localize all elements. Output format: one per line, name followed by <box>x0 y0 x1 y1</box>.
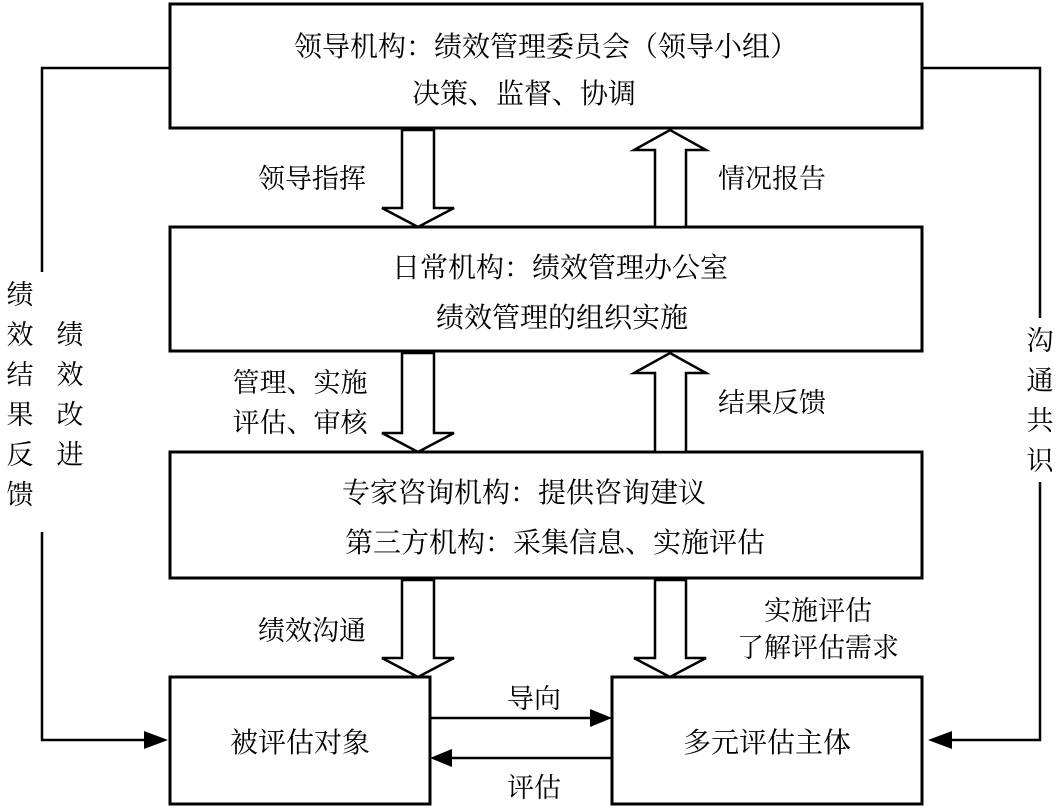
daily-office-box <box>170 227 922 351</box>
left-outer-char: 绩 <box>6 280 34 311</box>
evaluators-label: 多元评估主体 <box>682 726 852 759</box>
manage-implement-label-line1: 管理、实施 <box>232 368 368 399</box>
guide-label: 导向 <box>507 684 561 715</box>
left-outer-char: 结 <box>6 360 34 391</box>
result-feedback-arrow <box>634 353 706 452</box>
right-char: 沟 <box>1026 326 1054 357</box>
evaluate-arrowhead <box>430 749 452 767</box>
leadership-box <box>170 4 922 128</box>
expert-box-line1: 专家咨询机构：提供咨询建议 <box>341 476 707 509</box>
implement-eval-arrow <box>634 580 706 677</box>
left-inner-vertical-label <box>57 320 84 471</box>
left-outer-char: 馈 <box>6 480 34 511</box>
left-outer-char: 反 <box>6 440 34 471</box>
right-consensus-line-top <box>922 68 1040 318</box>
guide-arrowhead <box>590 709 612 727</box>
leadership-box-line2: 决策、监督、协调 <box>411 77 637 110</box>
lead-command-label: 领导指挥 <box>258 164 366 195</box>
evaluated-object-label: 被评估对象 <box>229 726 371 759</box>
left-inner-char: 效 <box>56 360 84 391</box>
right-char: 识 <box>1026 446 1054 477</box>
perf-communication-label: 绩效沟通 <box>258 616 366 647</box>
left-outer-vertical-label <box>7 280 34 511</box>
right-vertical-label <box>1027 326 1055 477</box>
leadership-box-line1: 领导机构：绩效管理委员会（领导小组） <box>293 30 799 63</box>
status-report-arrow <box>634 130 706 227</box>
left-feedback-line-top <box>42 68 170 272</box>
daily-office-box-line1: 日常机构：绩效管理办公室 <box>391 251 729 284</box>
left-feedback-arrowhead <box>144 731 168 749</box>
right-consensus-line-bottom <box>944 482 1040 740</box>
implement-eval-label-line1: 实施评估 <box>764 596 872 627</box>
expert-box-line2: 第三方机构：采集信息、实施评估 <box>344 526 766 559</box>
left-inner-char: 绩 <box>56 320 84 351</box>
lead-command-arrow <box>382 130 454 227</box>
result-feedback-label: 结果反馈 <box>718 388 826 419</box>
manage-implement-arrow <box>382 353 454 452</box>
evaluate-label: 评估 <box>507 773 561 804</box>
evaluators-box <box>612 677 922 804</box>
perf-communication-arrow <box>382 580 454 677</box>
left-inner-char: 进 <box>56 440 84 471</box>
daily-office-box-line2: 绩效管理的组织实施 <box>435 301 689 334</box>
right-consensus-arrowhead <box>928 731 952 749</box>
expert-box <box>170 452 922 578</box>
left-inner-char: 改 <box>56 400 84 431</box>
left-outer-char: 果 <box>6 400 34 431</box>
right-char: 通 <box>1026 366 1054 397</box>
status-report-label: 情况报告 <box>718 164 826 195</box>
left-feedback-line-bottom <box>42 532 152 740</box>
right-char: 共 <box>1026 406 1054 437</box>
evaluated-object-box <box>170 677 430 804</box>
manage-implement-label-line2: 评估、审核 <box>232 408 368 439</box>
left-outer-char: 效 <box>6 320 34 351</box>
implement-eval-label-line2: 了解评估需求 <box>737 633 899 664</box>
